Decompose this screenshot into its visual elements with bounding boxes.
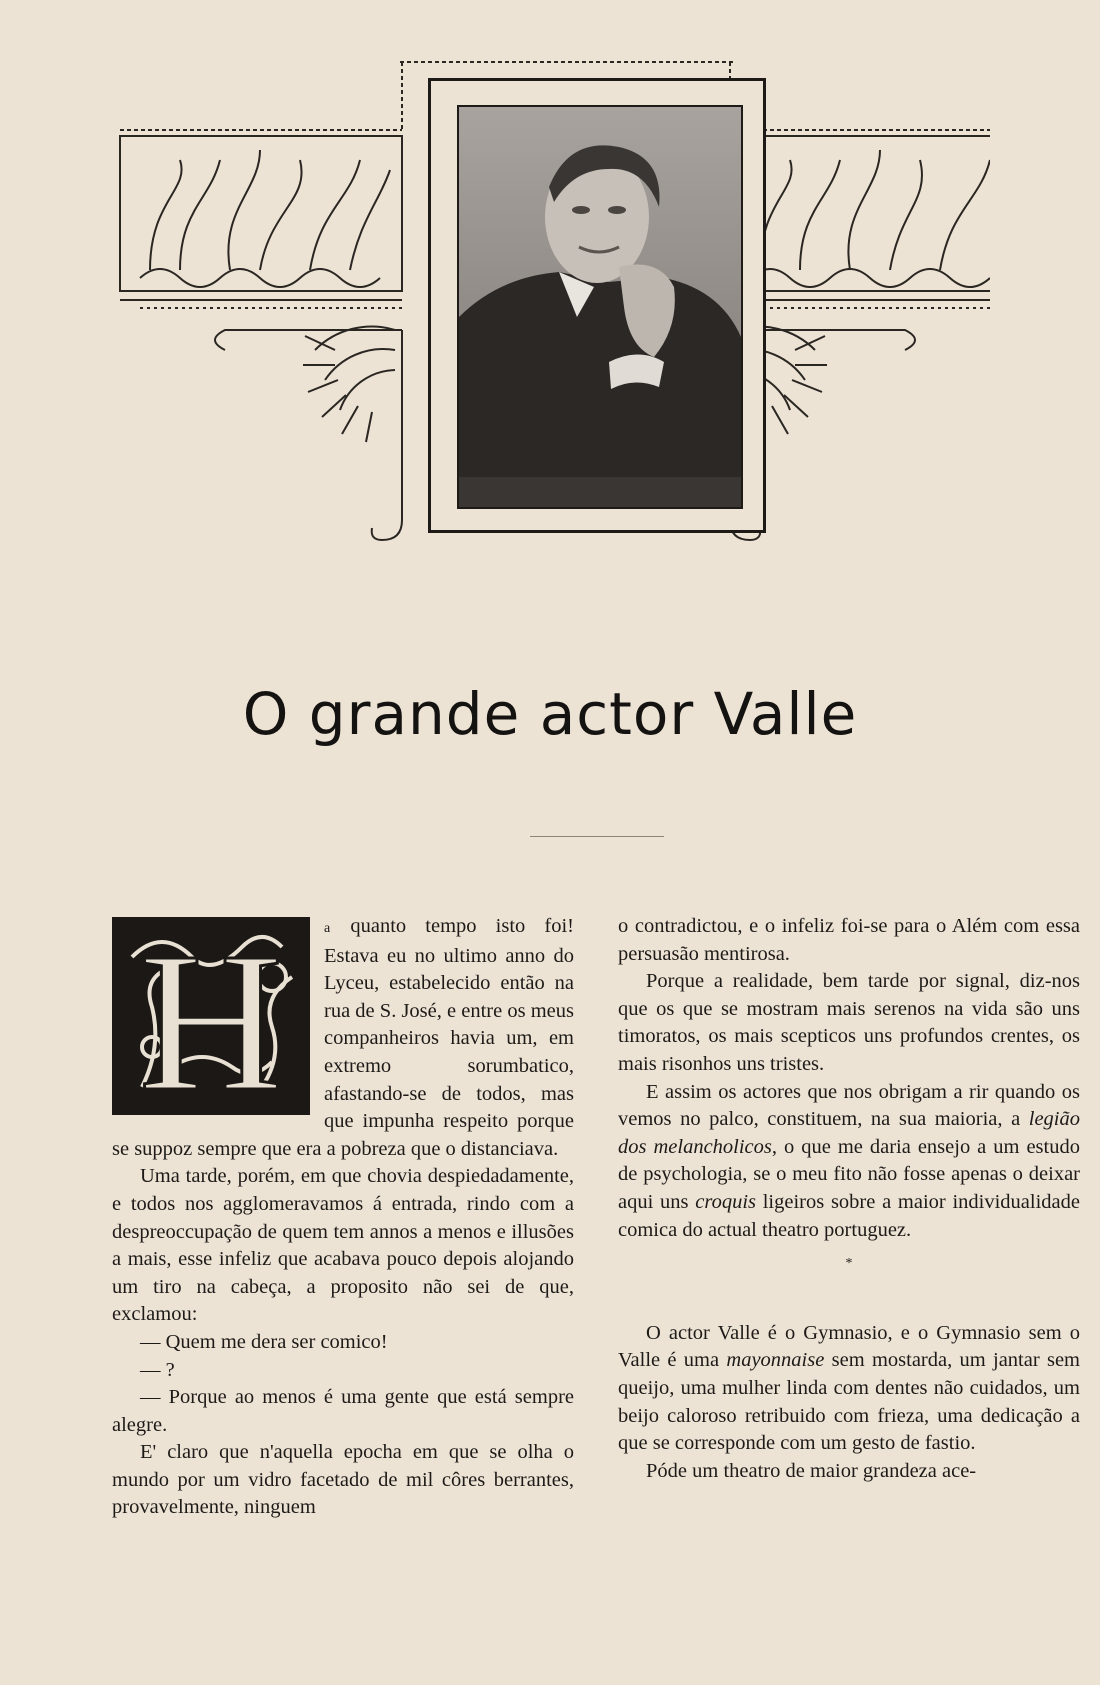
paragraph-4: — ? bbox=[140, 1358, 175, 1381]
portrait-photo bbox=[457, 105, 743, 509]
paragraph-r4: O actor Valle é o Gymnasio, e o Gymnasio sem o Valle é uma mayonnaise sem mostarda, um jantar sem queijo, uma mulher linda com dentes não cuidados, um beijo caloroso retribuido com frieza, uma dedicação a que se corresponde com um gesto de fastio. bbox=[618, 1321, 1080, 1455]
dropcap bbox=[112, 917, 310, 1115]
paragraph-1: H a quanto tempo isto foi! Estava eu no ultimo anno do Lyceu, estabelecido então na rua de S. José, e entre os meus companheiros havia um, em extremo sorumbatico, afastando-se de todos, mas que impunha respeito porque se suppoz sempre que era a pobreza que o distanciava. bbox=[112, 913, 574, 1163]
left-column bbox=[112, 913, 574, 1522]
section-separator: * bbox=[845, 1256, 853, 1272]
right-column bbox=[618, 913, 1080, 1485]
paragraph-6: E' claro que n'aquella epocha em que se olha o mundo por um vidro facetado de mil côres berrantes, provavelmente, ninguem bbox=[112, 1441, 574, 1519]
paragraph-r2: Porque a realidade, bem tarde por signal, diz-nos que os que se mostram mais serenos na vida são uns timoratos, os mais scepticos uns profundos crentes, os mais risonhos uns tristes. bbox=[618, 970, 1080, 1075]
portrait-photo-icon bbox=[459, 107, 741, 507]
paragraph-r5: Póde um theatro de maior grandeza ace- bbox=[646, 1459, 977, 1482]
paragraph-2: Uma tarde, porém, em que chovia despiedadamente, e todos nos agglomeravamos á entrada, rindo com a despreoccupação de quem tem annos a menos e illusões a mais, esse infeliz que acabava pouco depois alojando um tiro na cabeça, a proposito não sei de que, exclamou: bbox=[112, 1165, 574, 1326]
paragraph-r1: o contradictou, e o infeliz foi-se para o Além com essa persuasão mentirosa. bbox=[618, 915, 1080, 965]
paragraph-r3: E assim os actores que nos obrigam a rir quando os vemos no palco, constituem, na sua maioria, a legião dos melancholicos, o que me daria ensejo a um estudo de psychologia, se o meu fito não fosse apenas o deixar aqui uns croquis ligeiros sobre a maior individualidade comica do actual theatro portuguez. bbox=[618, 1080, 1080, 1241]
dropcap-ornament-icon bbox=[112, 917, 310, 1115]
portrait-frame bbox=[428, 78, 766, 533]
title-rule bbox=[530, 836, 664, 837]
article-title: O grande actor Valle bbox=[242, 680, 858, 748]
paragraph-3: — Quem me dera ser comico! bbox=[140, 1330, 388, 1353]
dropcap-letter: H bbox=[138, 917, 284, 1115]
paragraph-5: — Porque ao menos é uma gente que está sempre alegre. bbox=[112, 1386, 574, 1436]
